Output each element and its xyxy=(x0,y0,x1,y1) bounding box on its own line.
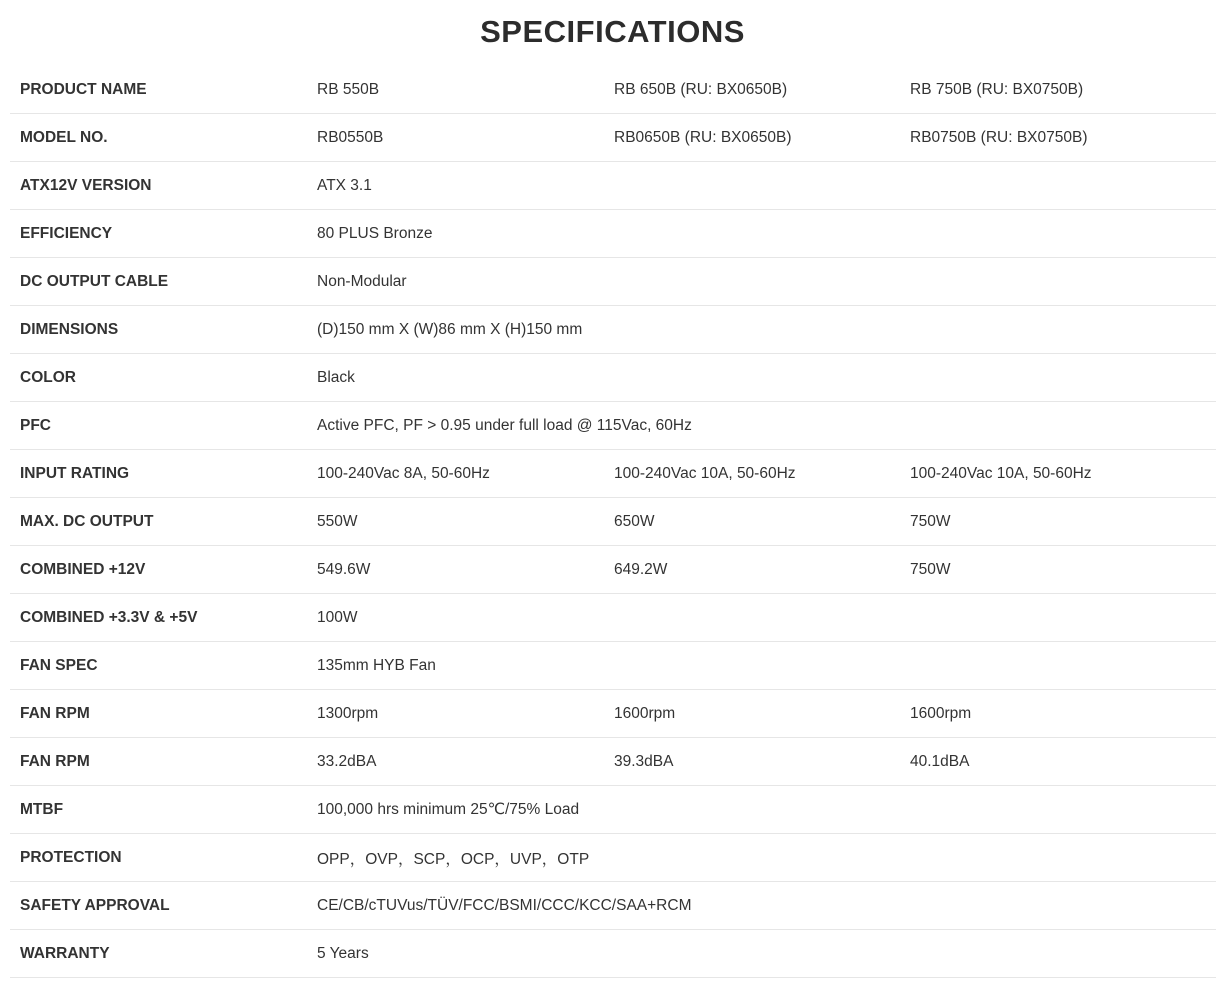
spec-value-model-1: 549.6W xyxy=(307,546,604,594)
spec-row xyxy=(10,402,1216,450)
spec-row xyxy=(10,498,1216,546)
spec-row xyxy=(10,306,1216,354)
spec-value-model-1: 33.2dBA xyxy=(307,738,604,786)
spec-value-model-2: 39.3dBA xyxy=(604,738,910,786)
spec-value-model-2: RB0650B (RU: BX0650B) xyxy=(604,114,910,162)
spec-value: 80 PLUS Bronze xyxy=(307,210,1216,258)
spec-value: 100W xyxy=(307,594,1216,642)
spec-value-model-3: RB 750B (RU: BX0750B) xyxy=(910,66,1216,114)
spec-label: PRODUCT NAME xyxy=(10,66,307,114)
spec-row xyxy=(10,690,1216,738)
spec-value-model-1: 100-240Vac 8A, 50-60Hz xyxy=(307,450,604,498)
page-title: SPECIFICATIONS xyxy=(480,14,745,49)
spec-row xyxy=(10,738,1216,786)
spec-label: EFFICIENCY xyxy=(10,210,307,258)
spec-value: Non-Modular xyxy=(307,258,1216,306)
spec-value-model-2: 1600rpm xyxy=(604,690,910,738)
spec-value-model-3: 1600rpm xyxy=(910,690,1216,738)
spec-value: CE/CB/cTUVus/TÜV/FCC/BSMI/CCC/KCC/SAA+RCM xyxy=(307,882,1216,930)
spec-value: OPP，OVP，SCP，OCP，UVP，OTP xyxy=(307,834,1216,882)
spec-label: DC OUTPUT CABLE xyxy=(10,258,307,306)
spec-row xyxy=(10,882,1216,930)
spec-label: FAN SPEC xyxy=(10,642,307,690)
spec-value: 100,000 hrs minimum 25℃/75% Load xyxy=(307,786,1216,834)
spec-label: MODEL NO. xyxy=(10,114,307,162)
spec-value: ATX 3.1 xyxy=(307,162,1216,210)
spec-row xyxy=(10,930,1216,978)
spec-label: MTBF xyxy=(10,786,307,834)
spec-value-model-3: RB0750B (RU: BX0750B) xyxy=(910,114,1216,162)
spec-value-model-3: 40.1dBA xyxy=(910,738,1216,786)
spec-row xyxy=(10,546,1216,594)
spec-value-model-1: 550W xyxy=(307,498,604,546)
spec-value: Active PFC, PF > 0.95 under full load @ 115Vac, 60Hz xyxy=(307,402,1216,450)
spec-value-model-1: RB 550B xyxy=(307,66,604,114)
spec-value-model-3: 100-240Vac 10A, 50-60Hz xyxy=(910,450,1216,498)
spec-value-model-2: 100-240Vac 10A, 50-60Hz xyxy=(604,450,910,498)
spec-label: FAN RPM xyxy=(10,738,307,786)
spec-label: SAFETY APPROVAL xyxy=(10,882,307,930)
spec-label: INPUT RATING xyxy=(10,450,307,498)
spec-row xyxy=(10,786,1216,834)
spec-value: (D)150 mm X (W)86 mm X (H)150 mm xyxy=(307,306,1216,354)
spec-row xyxy=(10,66,1216,114)
spec-row xyxy=(10,450,1216,498)
spec-row xyxy=(10,114,1216,162)
spec-label: WARRANTY xyxy=(10,930,307,978)
spec-row xyxy=(10,210,1216,258)
spec-value-model-2: RB 650B (RU: BX0650B) xyxy=(604,66,910,114)
spec-label: ATX12V VERSION xyxy=(10,162,307,210)
spec-label: COMBINED +3.3V & +5V xyxy=(10,594,307,642)
spec-value: 5 Years xyxy=(307,930,1216,978)
spec-row xyxy=(10,258,1216,306)
spec-value: 135mm HYB Fan xyxy=(307,642,1216,690)
spec-label: COLOR xyxy=(10,354,307,402)
spec-label: FAN RPM xyxy=(10,690,307,738)
spec-value-model-2: 650W xyxy=(604,498,910,546)
spec-row xyxy=(10,642,1216,690)
spec-value: Black xyxy=(307,354,1216,402)
spec-label: PFC xyxy=(10,402,307,450)
spec-value-model-1: 1300rpm xyxy=(307,690,604,738)
spec-label: DIMENSIONS xyxy=(10,306,307,354)
specifications-table-body xyxy=(10,66,1216,978)
spec-row xyxy=(10,594,1216,642)
spec-row xyxy=(10,354,1216,402)
spec-label: MAX. DC OUTPUT xyxy=(10,498,307,546)
spec-value-model-2: 649.2W xyxy=(604,546,910,594)
spec-row xyxy=(10,834,1216,882)
spec-row xyxy=(10,162,1216,210)
specifications-table xyxy=(10,66,1216,978)
spec-label: PROTECTION xyxy=(10,834,307,882)
spec-value-model-1: RB0550B xyxy=(307,114,604,162)
spec-label: COMBINED +12V xyxy=(10,546,307,594)
spec-value-model-3: 750W xyxy=(910,498,1216,546)
spec-value-model-3: 750W xyxy=(910,546,1216,594)
